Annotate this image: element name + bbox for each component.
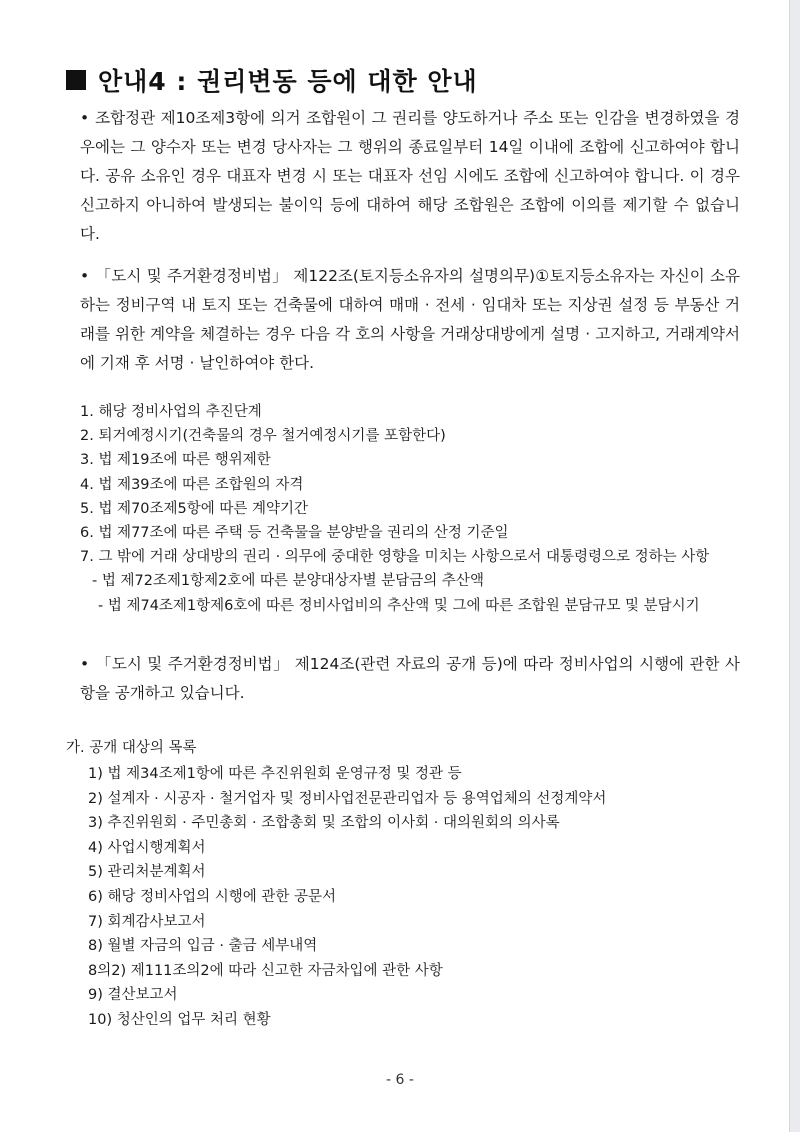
list-item: 3) 추진위원회 · 주민총회 · 조합총회 및 조합의 이사회 · 대의원회의 의사록 (88, 815, 560, 832)
disclosure-heading: 가. 공개 대상의 목록 (66, 740, 197, 756)
bullet-icon: • (80, 109, 90, 127)
list-item: 4. 법 제39조에 따른 조합원의 자격 (80, 476, 304, 493)
list-item: 9) 결산보고서 (88, 987, 178, 1004)
list-item: 4) 사업시행계획서 (88, 839, 206, 856)
list-item: 10) 청산인의 업무 처리 현황 (88, 1011, 271, 1028)
list-item: 7) 회계감사보고서 (88, 913, 206, 930)
list-item: 6) 해당 정비사업의 시행에 관한 공문서 (88, 888, 337, 905)
list-item: 3. 법 제19조에 따른 행위제한 (80, 452, 271, 469)
list-item: 7. 그 밖에 거래 상대방의 권리 · 의무에 중대한 영향을 미치는 사항으로서 대통령령으로 정하는 사항 (80, 549, 710, 566)
paragraph-text: 조합정관 제10조제3항에 의거 조합원이 그 권리를 양도하거나 주소 또는 인감을 변경하였을 경우에는 그 양수자 또는 변경 당사자는 그 행위의 종료일부터 14일 이내에 조합에 신고하여야 합니다. 공유 소유인 경우 대표자 변경 시 또는 대표자 선임 시에도 조합에 신고하여야 합니다. 이 경우 신고하지 아니하여 발생되는 불이익 등에 대하여 해당 조합원은 조합에 이의를 제기할 수 없습니다. (80, 109, 740, 243)
list-item: 1) 법 제34조제1항에 따른 추진위원회 운영규정 및 정관 등 (88, 766, 462, 782)
section-title-text: 안내4 : 권리변동 등에 대한 안내 (98, 67, 478, 96)
list-item: 5) 관리처분계획서 (88, 864, 206, 881)
page-number: - 6 - (386, 1072, 414, 1088)
bullet-icon: • (80, 655, 90, 673)
list-item: 8) 월별 자금의 입금 · 출금 세부내역 (88, 938, 318, 955)
explanation-items-list (80, 400, 760, 618)
section-title (66, 62, 478, 98)
list-subitem: - 법 제72조제1항제2호에 따른 분양대상자별 분담금의 추산액 (92, 573, 484, 590)
bullet-icon: • (80, 267, 90, 285)
paragraph-text: 「도시 및 주거환경정비법」 제122조(토지등소유자의 설명의무)①토지등소유자는 자신이 소유하는 정비구역 내 토지 또는 건축물에 대하여 매매 · 전세 · 임대차 또는 지상권 설정 등 부동산 거래를 위한 계약을 체결하는 경우 다음 각 호의 사항을 거래상대방에게 설명 · 고지하고, 거래계약서에 기재 후 서명 · 날인하여야 한다. (80, 267, 740, 372)
list-item: 8의2) 제111조의2에 따라 신고한 자금차입에 관한 사항 (88, 962, 443, 979)
list-item: 6. 법 제77조에 따른 주택 등 건축물을 분양받을 권리의 산정 기준일 (80, 524, 509, 541)
notice-paragraph-2 (80, 262, 740, 378)
disclosure-list (88, 762, 748, 1033)
list-item: 2. 퇴거예정시기(건축물의 경우 철거예정시기를 포함한다) (80, 428, 446, 445)
black-square-bullet-icon (66, 70, 86, 90)
list-item: 5. 법 제70조제5항에 따른 계약기간 (80, 500, 309, 517)
list-subitem: - 법 제74조제1항제6호에 따른 정비사업비의 추산액 및 그에 따른 조합원 분담규모 및 분담시기 (98, 597, 700, 614)
list-item: 2) 설계자 · 시공자 · 철거업자 및 정비사업전문관리업자 등 용역업체의 선정계약서 (88, 790, 607, 807)
paragraph-text: 「도시 및 주거환경정비법」 제124조(관련 자료의 공개 등)에 따라 정비사업의 시행에 관한 사항을 공개하고 있습니다. (80, 655, 740, 702)
list-item: 1. 해당 정비사업의 추진단계 (80, 404, 262, 420)
notice-paragraph-3 (80, 650, 740, 708)
notice-paragraph-1 (80, 104, 740, 249)
page-edge (789, 0, 800, 1132)
